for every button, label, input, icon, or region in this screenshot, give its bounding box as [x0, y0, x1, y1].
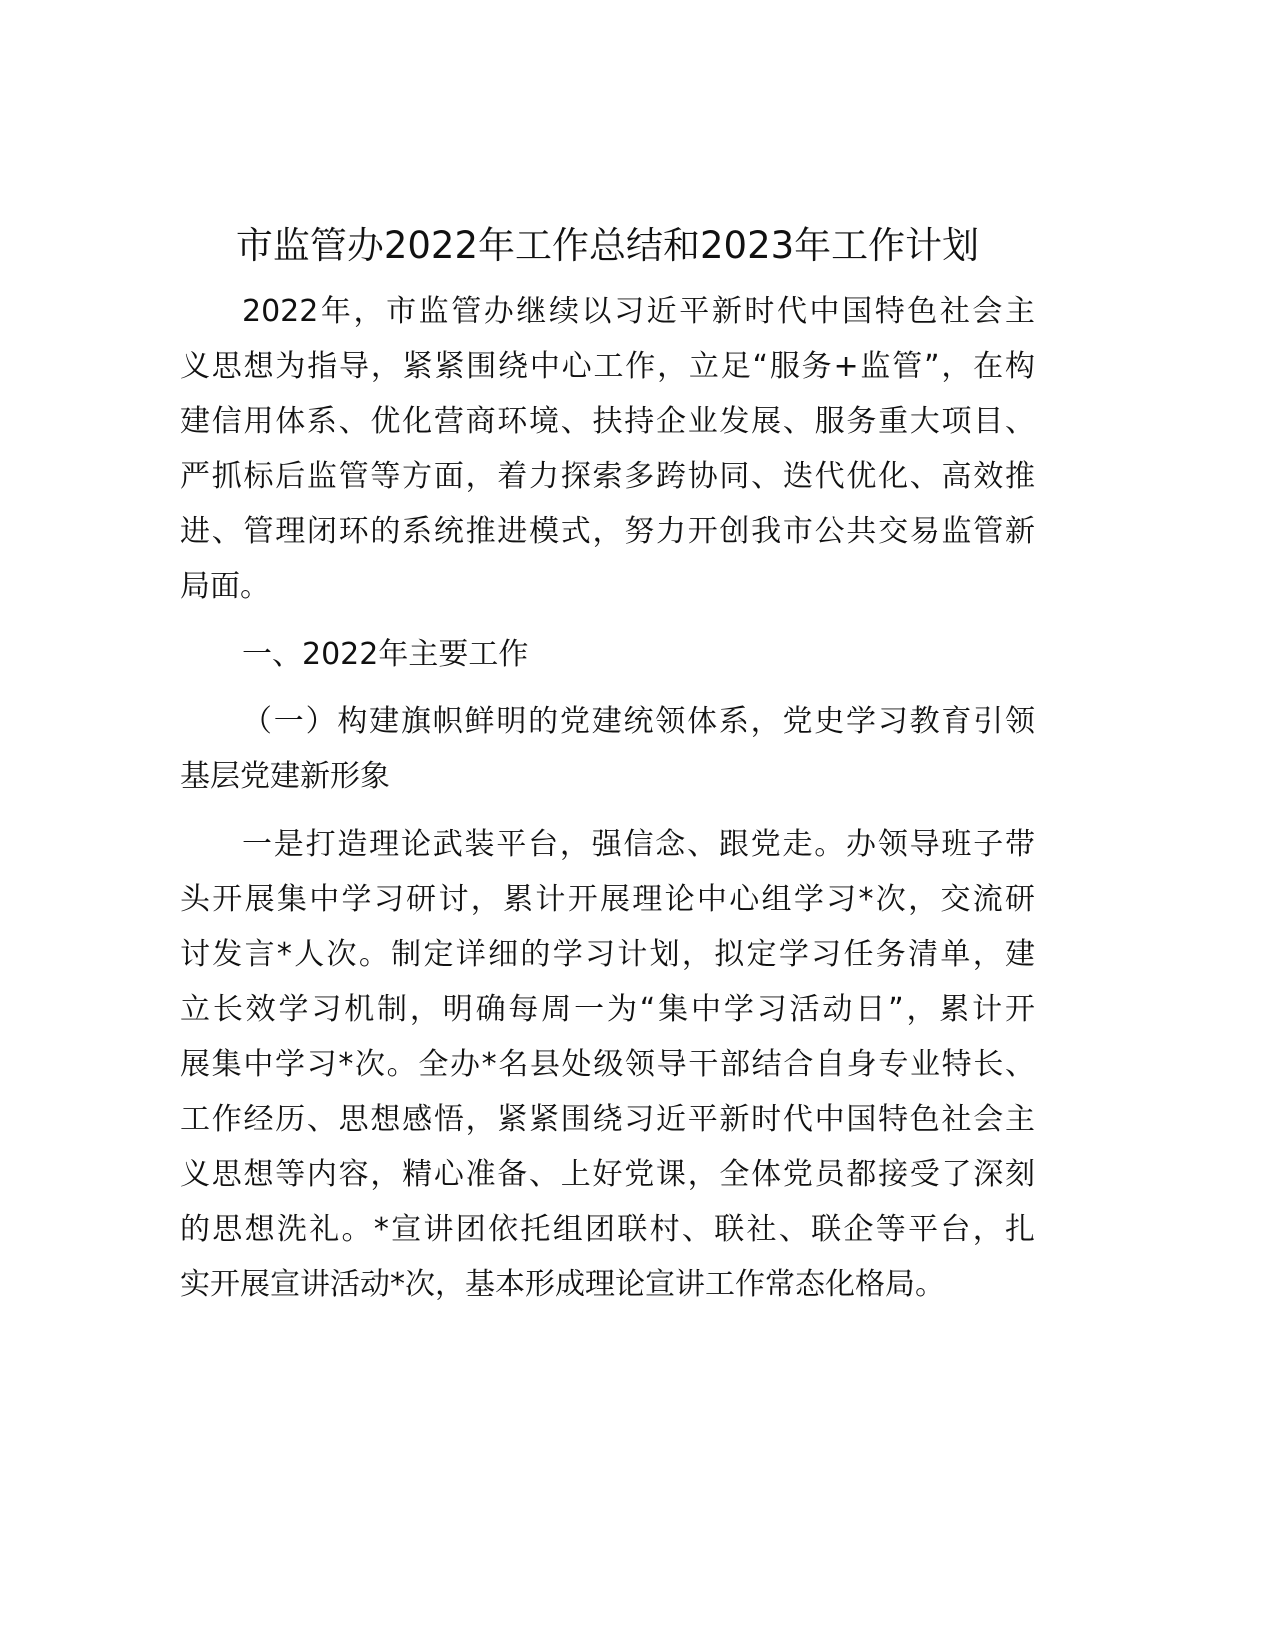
text-line: 义思想等内容，精心准备、上好党课，全体党员都接受了深刻: [180, 1157, 1035, 1192]
text-line: 基层党建新形象: [180, 759, 390, 794]
text-line: 严抓标后监管等方面，着力探索多跨协同、迭代优化、高效推: [180, 459, 1035, 494]
text-line: 2022年，市监管办继续以习近平新时代中国特色社会主: [242, 294, 1035, 329]
section-heading: 一、2022年主要工作: [242, 637, 529, 672]
document-title: 市监管办2022年工作总结和2023年工作计划: [235, 224, 980, 267]
text-line: 的思想洗礼。*宣讲团依托组团联村、联社、联企等平台，扎: [180, 1212, 1035, 1247]
text-line: 实开展宣讲活动*次，基本形成理论宣讲工作常态化格局。: [180, 1267, 945, 1302]
text-line: 一是打造理论武装平台，强信念、跟党走。办领导班子带: [242, 827, 1035, 862]
text-line: 义思想为指导，紧紧围绕中心工作，立足“服务+监管”，在构: [180, 349, 1035, 384]
text-line: （一）构建旗帜鲜明的党建统领体系，党史学习教育引领: [242, 704, 1035, 739]
text-line: 工作经历、思想感悟，紧紧围绕习近平新时代中国特色社会主: [180, 1102, 1035, 1137]
text-line: 立长效学习机制，明确每周一为“集中学习活动日”，累计开: [180, 992, 1035, 1027]
text-line: 展集中学习*次。全办*名县处级领导干部结合自身专业特长、: [180, 1047, 1035, 1082]
text-line: 进、管理闭环的系统推进模式，努力开创我市公共交易监管新: [180, 514, 1035, 549]
text-line: 头开展集中学习研讨，累计开展理论中心组学习*次，交流研: [180, 882, 1035, 917]
text-line: 局面。: [180, 569, 270, 604]
text-line: 讨发言*人次。制定详细的学习计划，拟定学习任务清单，建: [180, 937, 1035, 972]
text-line: 建信用体系、优化营商环境、扶持企业发展、服务重大项目、: [180, 404, 1035, 439]
